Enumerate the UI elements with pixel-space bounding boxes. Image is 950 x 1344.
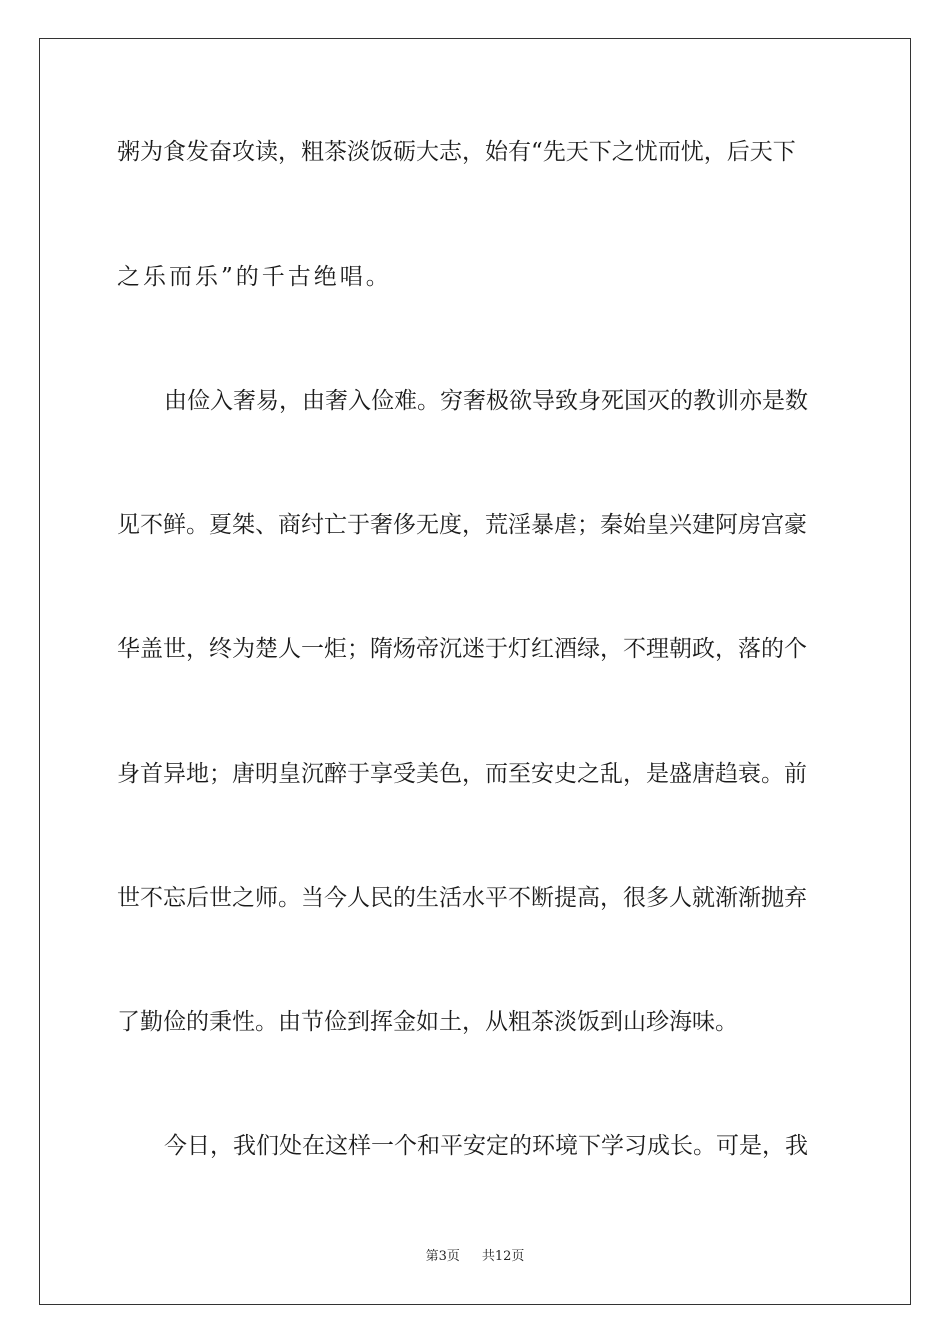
page-total: 共12页 — [481, 1249, 525, 1264]
text-line: 见不鲜。夏桀、商纣亡于奢侈无度，荒淫暴虐；秦始皇兴建阿房宫豪 — [117, 512, 807, 538]
text-line: 粥为食发奋攻读，粗茶淡饭砺大志，始有“先天下之忧而忧，后天下 — [117, 139, 796, 165]
paragraph-start-line: 今日，我们处在这样一个和平安定的环境下学习成长。可是，我 — [164, 1133, 808, 1159]
text-line: 华盖世，终为楚人一炬；隋炀帝沉迷于灯红酒绿，不理朝政，落的个 — [117, 636, 807, 662]
paragraph-start-line: 由俭入奢易，由奢入俭难。穷奢极欲导致身死国灭的教训亦是数 — [164, 388, 808, 414]
text-line: 了勤俭的秉性。由节俭到挥金如土，从粗茶淡饭到山珍海味。 — [117, 1009, 738, 1035]
text-line: 世不忘后世之师。当今人民的生活水平不断提高，很多人就渐渐抛弃 — [117, 885, 807, 911]
page-footer — [0, 1248, 950, 1266]
page-number: 第3页 — [425, 1249, 460, 1264]
text-line: 身首异地；唐明皇沉醉于享受美色，而至安史之乱，是盛唐趋衰。前 — [117, 761, 807, 787]
page-border — [39, 38, 911, 1305]
text-line: 之乐而乐”的千古绝唱。 — [117, 264, 392, 290]
